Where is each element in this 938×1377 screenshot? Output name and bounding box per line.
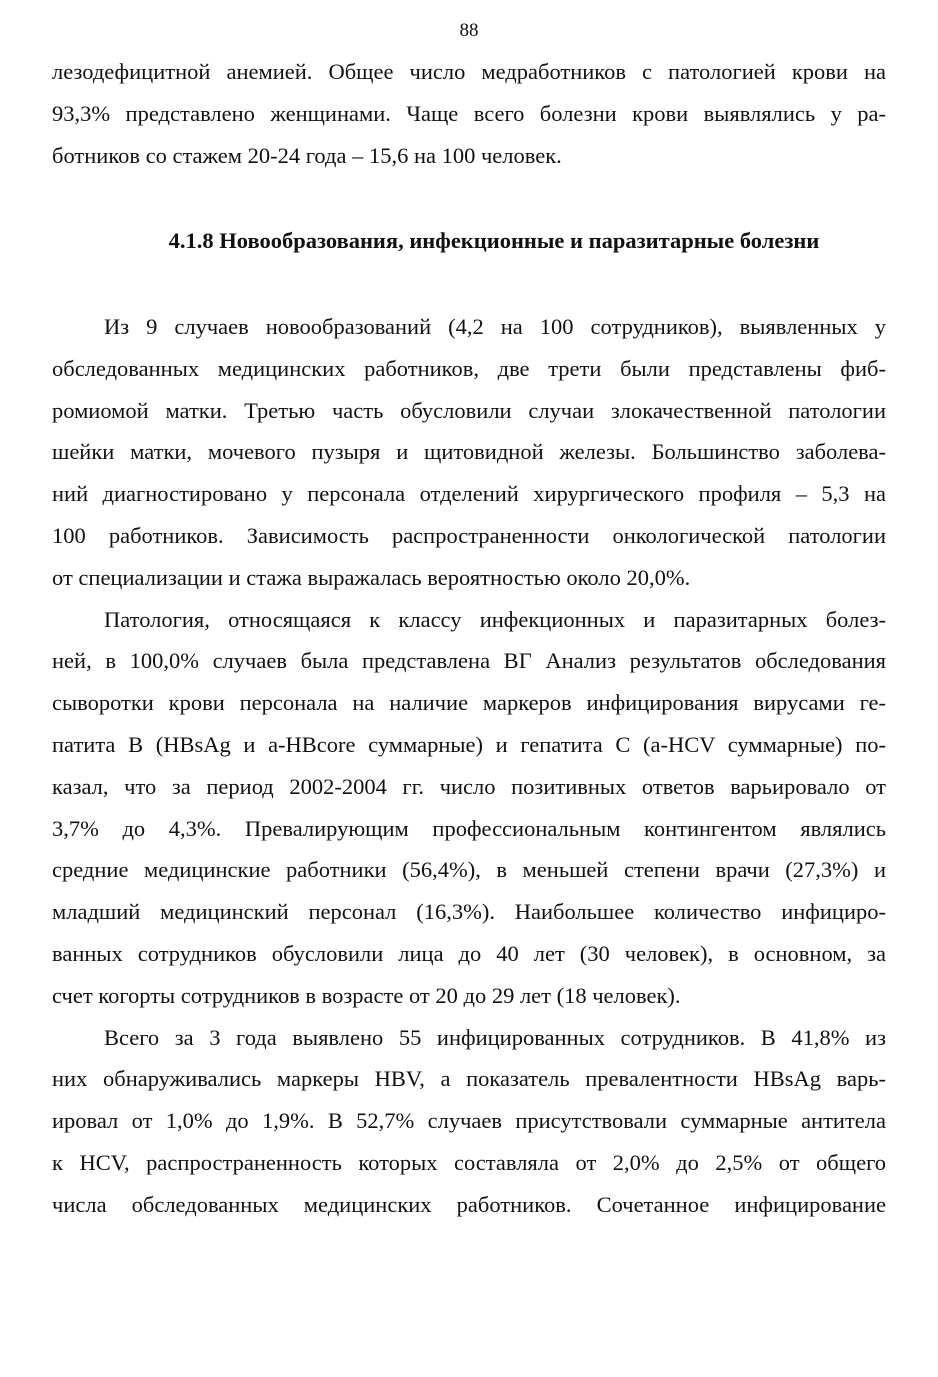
text-line: младший медицинский персонал (16,3%). Наибольшее количество инфициро- [52,899,886,925]
text-line: сыворотки крови персонала на наличие маркеров инфицирования вирусами ге- [52,690,886,716]
text-line: от специализации и стажа выражалась вероятностью около 20,0%. [52,564,691,590]
text-line: счет когорты сотрудников в возрасте от 20 до 29 лет (18 человек). [52,982,681,1008]
page-number: 88 [459,20,479,41]
text-line: Патология, относящаяся к классу инфекционных и паразитарных болез- [104,606,886,632]
text-line: 93,3% представлено женщинами. Чаще всего болезни крови выявлялись у ра- [52,100,886,126]
text-line: казал, что за период 2002-2004 гг. число позитивных ответов варьировало от [52,773,886,799]
text-line: Всего за 3 года выявлено 55 инфицированных сотрудников. В 41,8% из [104,1024,886,1050]
text-line: лезодефицитной анемией. Общее число медработников с патологией крови на [52,59,886,84]
paragraph-infected-staff [52,1017,886,1226]
text-line: ботников со стажем 20-24 года – 15,6 на 100 человек. [52,142,562,168]
text-line: ней, в 100,0% случаев была представлена ВГ Анализ результатов обследования [52,648,886,674]
text-line: 100 работников. Зависимость распространенности онкологической патологии [52,522,886,548]
text-line: ировал от 1,0% до 1,9%. В 52,7% случаев присутствовали суммарные антитела [52,1108,886,1134]
text-line: к HCV, распространенность которых составляла от 2,0% до 2,5% от общего [52,1149,886,1175]
text-line: них обнаруживались маркеры HBV, а показатель превалентности HBsAg варь- [52,1066,886,1092]
text-line: числа обследованных медицинских работников. Сочетанное инфицирование [52,1191,886,1217]
main-text [52,306,886,1226]
text-line: ромиомой матки. Третью часть обусловили случаи злокачественной патологии [52,397,886,423]
text-line: Из 9 случаев новообразований (4,2 на 100 сотрудников), выявленных у [104,314,886,339]
text-line: ний диагностировано у персонала отделений хирургического профиля – 5,3 на [52,481,886,507]
text-line: обследованных медицинских работников, две трети были представлены фиб- [52,355,886,381]
paragraph-neoplasms [52,306,886,599]
text-line: ванных сотрудников обусловили лица до 40 лет (30 человек), в основном, за [52,940,886,966]
text-line: средние медицинские работники (56,4%), в меньшей степени врачи (27,3%) и [52,857,886,883]
text-line: 3,7% до 4,3%. Превалирующим профессиональным контингентом являлись [52,815,886,841]
text-line: шейки матки, мочевого пузыря и щитовидной железы. Большинство заболева- [52,439,886,465]
text-line: патита В (HBsAg и a-HBcore суммарные) и гепатита С (a-HCV суммарные) по- [52,731,886,757]
intro-paragraph [52,51,886,176]
section-heading: 4.1.8 Новообразования, инфекционные и паразитарные болезни [168,228,820,253]
paragraph-infections [52,599,886,1017]
